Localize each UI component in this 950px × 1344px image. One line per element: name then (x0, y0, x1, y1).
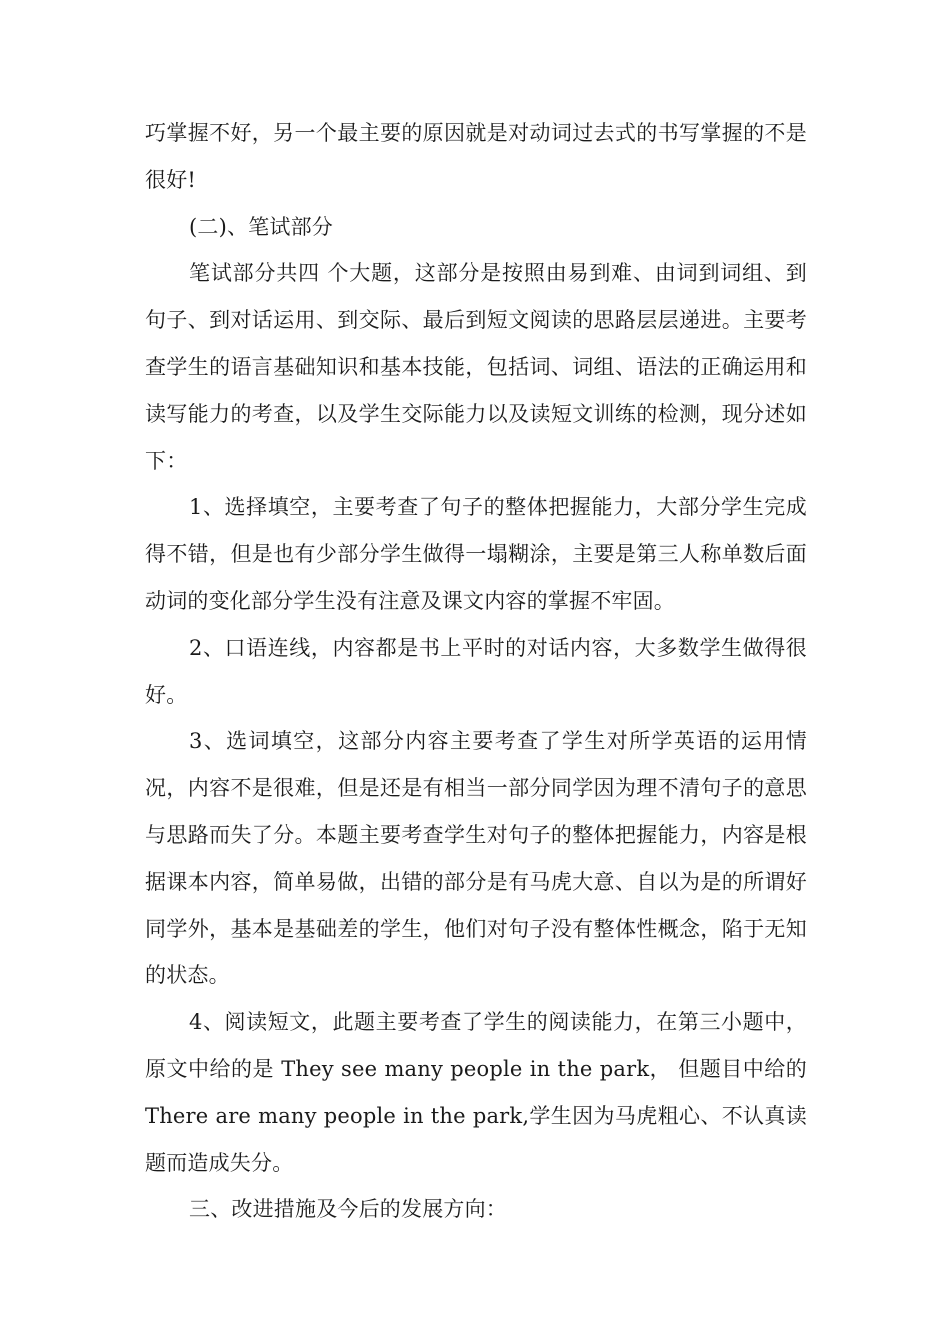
paragraph-item-1-multiple-choice: 1、选择填空，主要考查了句子的整体把握能力，大部分学生完成得不错，但是也有少部分学生做得一塌糊涂，主要是第三人称单数后面动词的变化部分学生没有注意及课文内容的掌握不牢固。 (145, 495, 807, 613)
paragraph-item-4-reading: 4、阅读短文，此题主要考查了学生的阅读能力，在第三小题中，原文中给的是 They see many people in the park， 但题目中给的 There are many people in the park,学生因为马虎粗心、不认真读题而造成失分。 (145, 1010, 807, 1175)
paragraph-written-test-overview: 笔试部分共四 个大题，这部分是按照由易到难、由词到词组、到句子、到对话运用、到交际、最后到短文阅读的思路层层递进。主要考查学生的语言基础知识和基本技能，包括词、词组、语法的正确运用和读写能力的考查，以及学生交际能力以及读短文训练的检测，现分述如下： (145, 261, 807, 473)
paragraph-item-3-word-fill: 3、选词填空，这部分内容主要考查了学生对所学英语的运用情况，内容不是很难，但是还是有相当一部分同学因为理不清句子的意思与思路而失了分。本题主要考查学生对句子的整体把握能力，内容是根据课本内容，简单易做，出错的部分是有马虎大意、自以为是的所谓好同学外，基本是基础差的学生，他们对句子没有整体性概念，陷于无知的状态。 (145, 729, 807, 988)
paragraph-item-2-oral-matching: 2、口语连线，内容都是书上平时的对话内容，大多数学生做得很好。 (145, 635, 807, 707)
paragraph-oral-test-conclusion: 巧掌握不好，另一个最主要的原因就是对动词过去式的书写掌握的不是很好! (145, 121, 807, 192)
section-heading-improvement: 三、改进措施及今后的发展方向： (189, 1197, 507, 1222)
document-page (145, 110, 807, 1233)
section-heading-written-test: (二)、笔试部分 (189, 214, 333, 239)
